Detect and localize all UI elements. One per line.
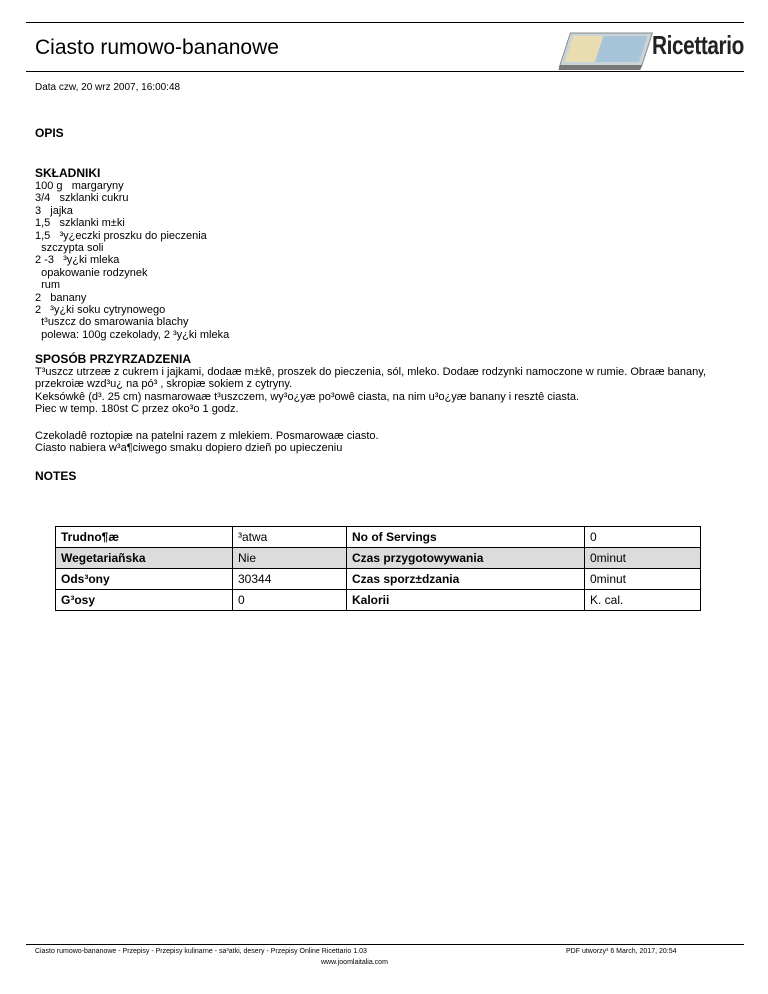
table-cell: G³osy bbox=[56, 590, 233, 611]
list-item: t³uszcz do smarowania blachy bbox=[35, 316, 189, 329]
method-line: T³uszcz utrzeæ z cukrem i jajkami, dodaæ m±kê, proszek do pieczenia, sól, mleko. Dodaæ rodzynki namoczone w rumie. Obraæ banany, przekroiæ wzd³u¿ na pó³ , skropiæ sokiem z cytryny. bbox=[35, 366, 706, 391]
list-item: 3/4 szklanki cukru bbox=[35, 192, 129, 205]
method-line: Piec w temp. 180st C przez oko³o 1 godz. bbox=[35, 403, 239, 416]
method-text bbox=[35, 366, 755, 468]
table-row bbox=[56, 527, 701, 548]
top-rule bbox=[26, 22, 744, 23]
footer-left bbox=[35, 948, 367, 955]
header-rule bbox=[26, 71, 744, 72]
list-item: opakowanie rodzynek bbox=[35, 266, 148, 279]
table-cell: Trudno¶æ bbox=[56, 527, 233, 548]
table-cell: Nie bbox=[233, 548, 347, 569]
table-cell: 30344 bbox=[233, 569, 347, 590]
list-item: 2 -3 ³y¿ki mleka bbox=[35, 254, 120, 267]
method-line: Keksówkê (d³. 25 cm) nasmarowaæ t³uszczem, wy³o¿yæ po³owê ciasta, na nim u³o¿yæ banany i resztê ciasta. bbox=[35, 390, 580, 403]
list-item: 2 banany bbox=[35, 291, 87, 304]
method-line: Ciasto nabiera w³a¶ciwego smaku dopiero dzieñ po upieczeniu bbox=[35, 442, 343, 455]
section-ingredients: SKŁADNIKI bbox=[35, 166, 101, 180]
table-cell: ³atwa bbox=[233, 527, 347, 548]
table-row bbox=[56, 590, 701, 611]
list-item: 100 g margaryny bbox=[35, 180, 124, 192]
method-line: Czekoladê roztopiæ na patelni razem z mlekiem. Posmarowaæ ciasto. bbox=[35, 429, 379, 442]
table-cell: Kalorii bbox=[347, 590, 585, 611]
table-row bbox=[56, 569, 701, 590]
footer-url: www.joomlaitalia.com bbox=[321, 959, 388, 966]
section-method: SPOSÓB PRZYRZADZENIA bbox=[35, 352, 192, 366]
list-item: 3 jajka bbox=[35, 204, 73, 217]
list-item: 1,5 ³y¿eczki proszku do pieczenia bbox=[35, 229, 207, 242]
logo-text: Ricettario bbox=[652, 30, 744, 60]
list-item: szczypta soli bbox=[35, 242, 104, 255]
table-cell: 0 bbox=[233, 590, 347, 611]
recipe-info-table bbox=[55, 526, 701, 611]
table-cell: 0minut bbox=[585, 569, 701, 590]
recipe-title: Ciasto rumowo-bananowe bbox=[35, 36, 279, 59]
method-paragraph bbox=[35, 430, 755, 455]
table-cell: 0 bbox=[585, 527, 701, 548]
footer-pdf-date: PDF utworzy³ 6 March, 2017, 20:54 bbox=[566, 948, 677, 955]
section-opis: OPIS bbox=[35, 126, 64, 140]
list-item: polewa: 100g czekolady, 2 ³y¿ki mleka bbox=[35, 328, 230, 341]
table-cell: 0minut bbox=[585, 548, 701, 569]
table-cell: Czas przygotowywania bbox=[347, 548, 585, 569]
table-row bbox=[56, 548, 701, 569]
footer-source: Ciasto rumowo-bananowe - Przepisy - Przepisy kulinarne - sa³atki, desery - Przepisy Online bbox=[35, 948, 320, 955]
print-date: Data czw, 20 wrz 2007, 16:00:48 bbox=[35, 82, 181, 93]
table-cell: Wegetariañska bbox=[56, 548, 233, 569]
method-paragraph bbox=[35, 366, 755, 416]
section-notes: NOTES bbox=[35, 469, 77, 483]
table-cell: K. cal. bbox=[585, 590, 701, 611]
table-cell: Ods³ony bbox=[56, 569, 233, 590]
list-item: 1,5 szklanki m±ki bbox=[35, 217, 125, 230]
footer-version: Ricettario 1.03 bbox=[321, 948, 367, 955]
list-item: rum bbox=[35, 279, 61, 292]
footer-rule bbox=[26, 944, 744, 945]
table-cell: No of Servings bbox=[347, 527, 585, 548]
list-item: 2 ³y¿ki soku cytrynowego bbox=[35, 304, 166, 317]
table-cell: Czas sporz±dzania bbox=[347, 569, 585, 590]
ingredient-list bbox=[35, 180, 229, 341]
